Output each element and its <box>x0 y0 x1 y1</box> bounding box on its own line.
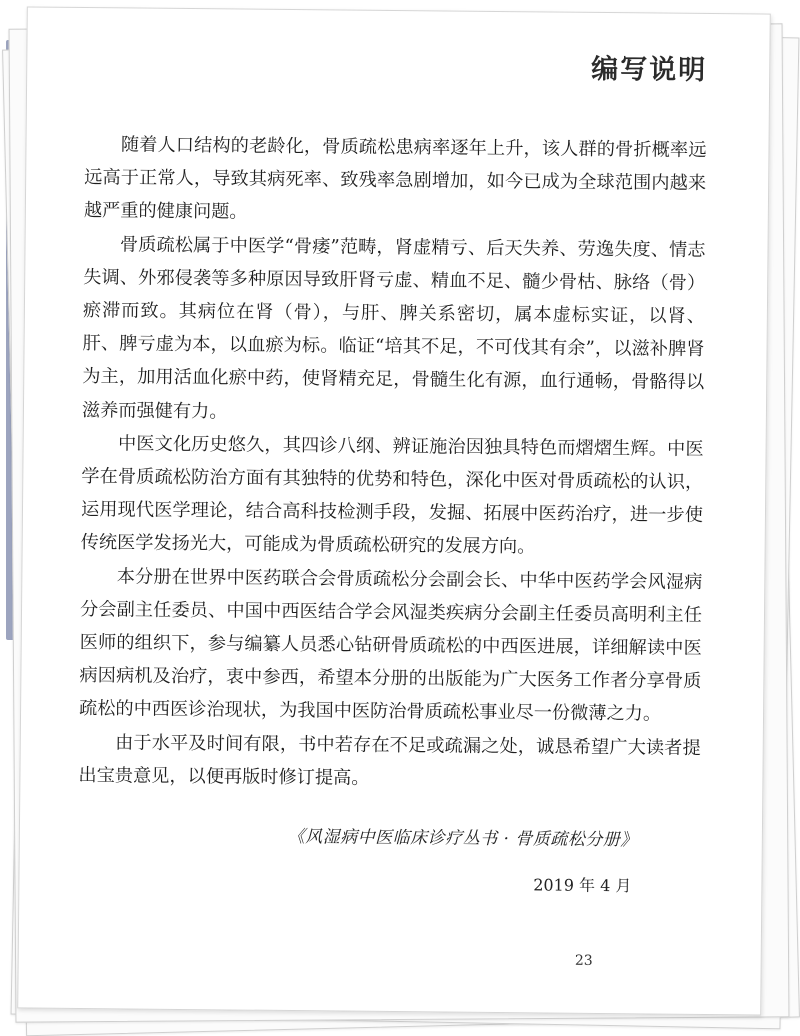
signature-series-title: 《风湿病中医临床诊疗丛书 · 骨质疏松分册》 <box>287 826 638 851</box>
paragraph: 随着人口结构的老龄化，骨质疏松患病率逐年上升，该人群的骨折概率远远高于正常人，导致其病死率、致残率急剧增加，如今已成为全球范围内越来越严重的健康问题。 <box>83 134 707 223</box>
document-page <box>17 6 771 1015</box>
page-number: 23 <box>574 952 593 969</box>
paragraph: 骨质疏松属于中医学“骨痿”范畴，肾虚精亏、后天失养、劳逸失度、情志失调、外邪侵袭等多种原因导致肝肾亏虚、精血不足、髓少骨枯、脉络（骨）瘀滞而致。其病位在肾（骨），与肝、脾关系密切，属本虚标实证，以肾、肝、脾亏虚为本，以血瘀为标。临证“培其不足，不可伐其有余”，以滋补脾肾为主，加用活血化瘀中药，使肾精充足，骨髓生化有源，血行通畅，骨骼得以滋养而强健有力。 <box>81 233 706 423</box>
body-text <box>78 128 706 798</box>
paragraph: 由于水平及时间有限，书中若存在不足或疏漏之处，诚恳希望广大读者提出宝贵意见，以便再版时修订提高。 <box>78 731 701 789</box>
page-heading: 编写说明 <box>591 53 708 86</box>
signature-date: 2019 年 4 月 <box>533 875 632 896</box>
paragraph: 中医文化历史悠久，其四诊八纲、辨证施治因独具特色而熠熠生辉。中医学在骨质疏松防治方面有其独特的优势和特色，深化中医对骨质疏松的认识，运用现代医学理论，结合高科技检测手段，发掘、拓展中医药治疗，进一步使传统医学发扬光大，可能成为骨质疏松研究的发展方向。 <box>80 433 704 558</box>
paragraph: 本分册在世界中医药联合会骨质疏松分会副会长、中华中医药学会风湿病分会副主任委员、中国中西医结合学会风湿类疾病分会副主任委员高明利主任医师的组织下，参与编纂人员悉心钻研骨质疏松的中西医进展，详细解读中医病因病机及治疗，衷中参西，希望本分册的出版能为广大医务工作者分享骨质疏松的中西医诊治现状，为我国中医防治骨质疏松事业尽一份微薄之力。 <box>78 565 703 726</box>
